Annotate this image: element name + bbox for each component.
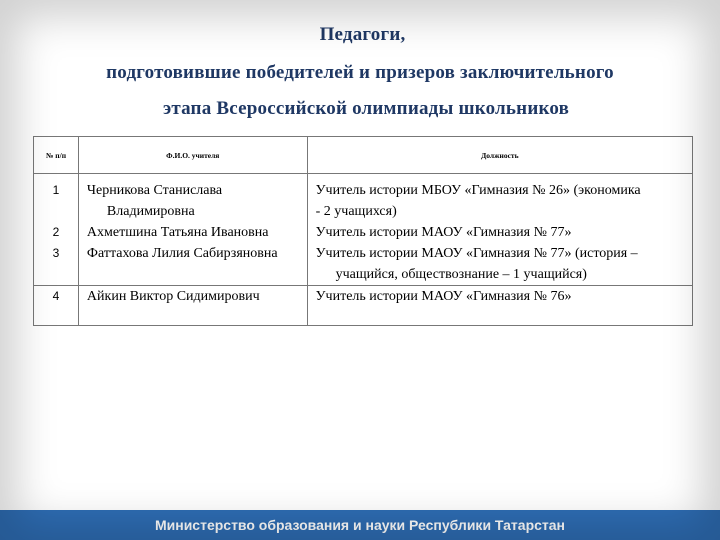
- fio-line: Фаттахова Лилия Сабирзяновна: [86, 246, 278, 261]
- row-fio: [78, 174, 307, 223]
- row-num: 1: [34, 174, 79, 223]
- position-line: Учитель истории МАОУ «Гимназия № 76»: [315, 289, 572, 304]
- position-line: - 2 учащихся): [315, 204, 397, 219]
- table-row: [34, 174, 693, 223]
- fio-line: Айкин Виктор Сидимирович: [86, 289, 260, 304]
- row-num: 4: [34, 286, 79, 326]
- position-line: Учитель истории МАОУ «Гимназия № 77» (история –: [315, 246, 638, 261]
- fio-line: Ахметшина Татьяна Ивановна: [86, 225, 269, 240]
- row-fio: [78, 222, 307, 243]
- footer-text: Министерство образования и науки Республики Татарстан: [154, 517, 566, 533]
- title-line-2: подготовившие победителей и призеров заключительного: [106, 62, 614, 83]
- teachers-table: [33, 136, 693, 326]
- table-row: [34, 222, 693, 243]
- header-num: № п/п: [34, 137, 79, 174]
- row-position: [307, 286, 692, 326]
- title-line-1: Педагоги,: [319, 24, 406, 45]
- row-fio: [78, 243, 307, 286]
- table-header-row: [34, 137, 693, 174]
- title-line-3: этапа Всероссийской олимпиады школьников: [162, 98, 570, 119]
- position-line: Учитель истории МБОУ «Гимназия № 26» (экономика: [315, 183, 641, 198]
- position-line: Учитель истории МАОУ «Гимназия № 77»: [315, 225, 572, 240]
- row-fio: [78, 286, 307, 326]
- row-position: [307, 222, 692, 243]
- row-position: [307, 243, 692, 286]
- header-fio: Ф.И.О. учителя: [78, 137, 307, 174]
- footer-bar: [0, 510, 720, 540]
- fio-line: Владимировна: [106, 204, 195, 219]
- row-num: 2: [34, 222, 79, 243]
- table-row: [34, 286, 693, 326]
- position-line: учащийся, обществознание – 1 учащийся): [335, 267, 587, 282]
- row-position: [307, 174, 692, 223]
- row-num: 3: [34, 243, 79, 286]
- table-row: [34, 243, 693, 286]
- header-position: Должность: [307, 137, 692, 174]
- fio-line: Черникова Станислава: [86, 183, 223, 198]
